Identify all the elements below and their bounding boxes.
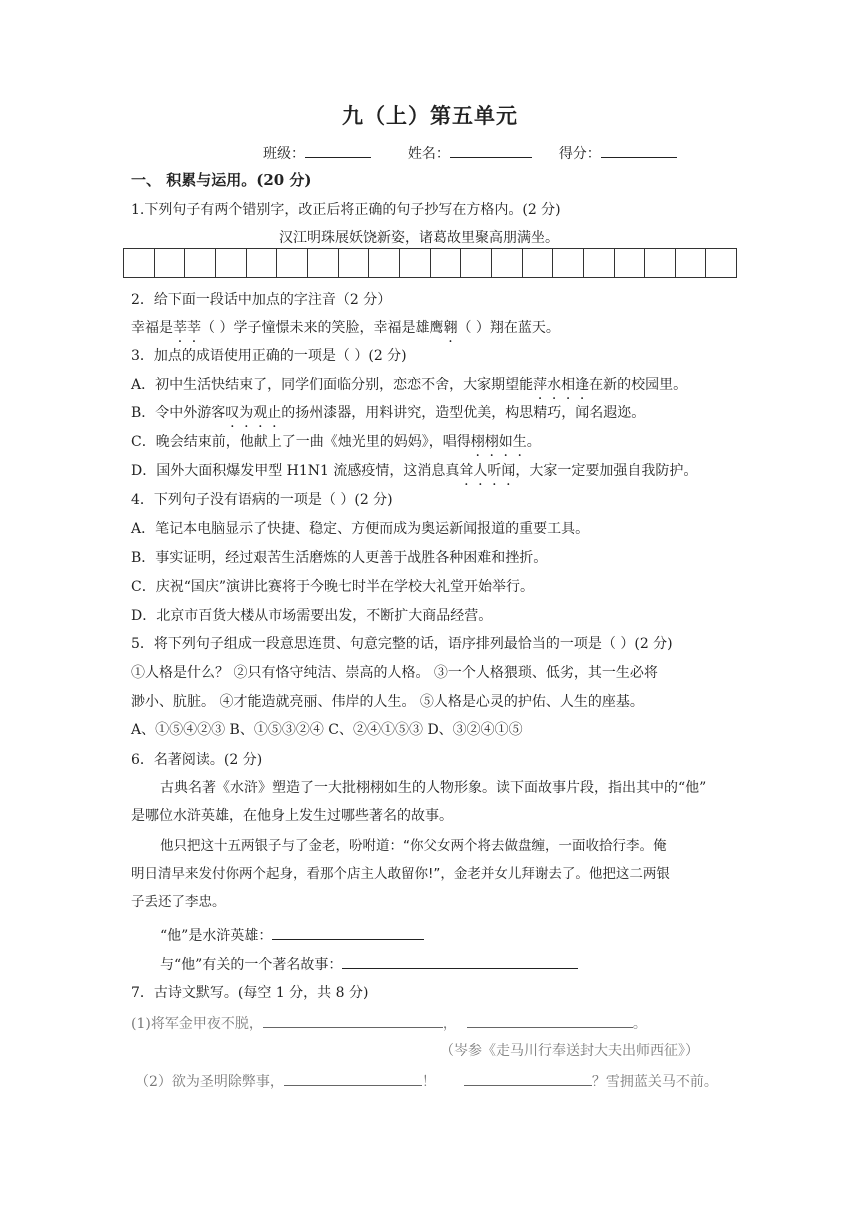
- emphasis-char: 为: [239, 405, 254, 421]
- q2-text: [131, 318, 560, 338]
- emphasis-char: 栩: [484, 434, 499, 450]
- q3-option-b[interactable]: [131, 403, 645, 423]
- q6-excerpt-line1: 他只把这十五两银子与了金老，吩咐道：“你父女两个将去做盘缠，一面收拾行李。俺: [160, 838, 667, 854]
- emphasis-char: 生: [512, 434, 527, 450]
- poem-text: （2）欲为圣明除弊事，: [135, 1074, 284, 1090]
- grid-cell[interactable]: [645, 249, 676, 277]
- q6-intro-line2: 是哪位水浒英雄，在他身上发生过哪些著名的故事。: [131, 808, 453, 824]
- q7-stem: 7．古诗文默写。(每空 1 分，共 8 分): [131, 985, 369, 1001]
- q6-blank1-label: “他”是水浒英雄：: [160, 928, 273, 944]
- q5-stem: 5．将下列句子组成一段意思连贯、句意完整的话，语序排列最恰当的一项是（ ）(2 分): [131, 636, 673, 652]
- emphasis-char: 萍: [533, 377, 548, 393]
- text-segment: B．令中外游客: [131, 405, 226, 421]
- emphasis-char: 止: [267, 405, 282, 421]
- grid-cell[interactable]: [676, 249, 707, 277]
- q5-options[interactable]: A、①⑤④②③ B、①⑤③②④ C、②④①⑤③ D、③②④①⑤: [131, 722, 523, 738]
- section-heading: 一、 积累与运用。(20 分): [131, 171, 312, 189]
- q3-option-c[interactable]: [131, 432, 541, 452]
- grid-cell[interactable]: [584, 249, 615, 277]
- name-label: 姓名：: [407, 146, 450, 162]
- name-blank[interactable]: [450, 142, 532, 158]
- q6-stem: 6．名著阅读。(2 分): [131, 752, 263, 768]
- q1-stem: 1.下列句子有两个错别字，改正后将正确的句子抄写在方格内。(2 分): [131, 202, 561, 218]
- grid-cell[interactable]: [706, 249, 736, 277]
- score-label: 得分：: [558, 146, 601, 162]
- q6-blank2-row: [160, 953, 578, 975]
- grid-cell[interactable]: [277, 249, 308, 277]
- q7-blank-1[interactable]: [263, 1012, 443, 1028]
- grid-cell[interactable]: [615, 249, 646, 277]
- emphasis-char: 人: [473, 463, 488, 479]
- text-segment: 。: [526, 434, 541, 450]
- q7-line1: [131, 1012, 647, 1034]
- grid-cell[interactable]: [155, 249, 186, 277]
- grid-cell[interactable]: [492, 249, 523, 277]
- grid-cell[interactable]: [431, 249, 462, 277]
- grid-cell[interactable]: [523, 249, 554, 277]
- emphasis-char: 叹: [225, 405, 240, 421]
- emphasis-char: 听: [487, 463, 502, 479]
- emphasis-char: 观: [253, 405, 268, 421]
- class-label: 班级：: [263, 146, 305, 162]
- text-segment: 的扬州漆器，用料讲究，造型优美，构思精巧，闻名遐迩。: [281, 405, 646, 421]
- q5-sentences-line2: 渺小、肮脏。 ④才能造就亮丽、伟岸的人生。 ⑤人格是心灵的护佑、人生的座基。: [131, 694, 644, 710]
- q6-excerpt-line2: 明日清早来发付你两个起身，看那个店主人敢留你!”，金老并女儿拜谢去了。他把这二两银: [131, 866, 670, 882]
- q7-blank-2[interactable]: [467, 1012, 633, 1028]
- text-segment: A．初中生活快结束了，同学们面临分别，恋恋不舍，大家期望能: [131, 377, 534, 393]
- poem-text: ，: [442, 1016, 457, 1032]
- dotted-chars: [443, 320, 457, 336]
- emphasis-char: 栩: [470, 434, 485, 450]
- q7-line1-source: （岑参《走马川行奉送封大夫出师西征》）: [440, 1043, 699, 1059]
- grid-cell[interactable]: [400, 249, 431, 277]
- q6-intro-line1: 古典名著《水浒》塑造了一大批栩栩如生的人物形象。读下面故事片段，指出其中的“他”: [160, 780, 707, 796]
- class-blank[interactable]: [305, 142, 371, 158]
- dotted-chars: [459, 463, 515, 479]
- q7-blank-3[interactable]: [284, 1070, 422, 1086]
- emphasis-char: 水: [547, 377, 562, 393]
- poem-text: 。: [632, 1016, 647, 1032]
- q4-option-b[interactable]: B．事实证明，经过艰苦生活磨炼的人更善于战胜各种困难和挫折。: [131, 550, 548, 566]
- q4-stem: 4．下列句子没有语病的一项是（ ）(2 分): [131, 492, 393, 508]
- q4-option-a[interactable]: A．笔记本电脑显示了快捷、稳定、方便而成为奥运新闻报道的重要工具。: [131, 521, 590, 537]
- grid-cell[interactable]: [216, 249, 247, 277]
- emphasis-char: 如: [498, 434, 513, 450]
- poem-text: (1)将军金甲夜不脱，: [131, 1016, 263, 1032]
- grid-cell[interactable]: [553, 249, 584, 277]
- dotted-chars: [173, 320, 201, 336]
- grid-cell[interactable]: [308, 249, 339, 277]
- text-segment: C．晚会结束前，他献上了一曲《烛光里的妈妈》，唱得: [131, 434, 471, 450]
- grid-cell[interactable]: [185, 249, 216, 277]
- header-info-row: [263, 142, 677, 164]
- text-segment: （ ）翔在蓝天。: [457, 320, 560, 336]
- grid-cell[interactable]: [124, 249, 155, 277]
- dotted-chars: [471, 434, 527, 450]
- q6-excerpt-line3: 子丢还了李忠。: [131, 894, 226, 910]
- text-segment: 在新的校园里。: [589, 377, 688, 393]
- q7-blank-4[interactable]: [464, 1070, 592, 1086]
- q1-answer-grid[interactable]: [123, 248, 737, 278]
- q6-story-answer-blank[interactable]: [342, 953, 578, 969]
- page-title: 九（上）第五单元: [342, 103, 518, 128]
- q3-stem: 3．加点的成语使用正确的一项是（ ）(2 分): [131, 348, 407, 364]
- q4-option-d[interactable]: D．北京市百货大楼从市场需要出发，不断扩大商品经营。: [131, 608, 493, 624]
- emphasis-char: 闻: [501, 463, 516, 479]
- q1-sentence: 汉江明珠展妖饶新姿，诸葛故里聚高朋满坐。: [279, 230, 559, 246]
- text-segment: 幸福是: [131, 320, 173, 336]
- grid-cell[interactable]: [461, 249, 492, 277]
- q5-sentences-line1: ①人格是什么？ ②只有恪守纯洁、崇高的人格。 ③一个人格猥琐、低劣，其一生必将: [131, 665, 658, 681]
- dotted-chars: [533, 377, 589, 393]
- emphasis-char: 耸: [459, 463, 474, 479]
- q6-hero-answer-blank[interactable]: [272, 924, 424, 940]
- poem-text: ？雪拥蓝关马不前。: [591, 1074, 718, 1090]
- q3-option-d[interactable]: [131, 461, 697, 481]
- text-segment: ，大家一定要加强自我防护。: [515, 463, 698, 479]
- dotted-chars: [225, 405, 281, 421]
- q4-option-c[interactable]: C．庆祝“国庆”演讲比赛将于今晚七时半在学校大礼堂开始举行。: [131, 579, 535, 595]
- emphasis-char: 莘: [173, 320, 187, 336]
- text-segment: D．国外大面积爆发甲型 H1N1 流感疫情，这消息真: [131, 463, 460, 479]
- q3-option-a[interactable]: [131, 375, 687, 395]
- emphasis-char: 逢: [575, 377, 590, 393]
- grid-cell[interactable]: [339, 249, 370, 277]
- q7-line2: [135, 1070, 718, 1092]
- poem-text: ！: [421, 1074, 436, 1090]
- grid-cell[interactable]: [247, 249, 278, 277]
- emphasis-char: 翱: [443, 320, 458, 336]
- score-blank[interactable]: [601, 142, 677, 158]
- q6-blank1-row: [160, 924, 424, 946]
- text-segment: （ ）学子憧憬未来的笑脸，幸福是雄鹰: [201, 320, 444, 336]
- emphasis-char: 莘: [187, 320, 201, 336]
- q2-stem: 2．给下面一段话中加点的字注音（2 分）: [131, 292, 392, 308]
- grid-cell[interactable]: [369, 249, 400, 277]
- q6-blank2-label: 与“他”有关的一个著名故事：: [160, 957, 343, 973]
- emphasis-char: 相: [561, 377, 576, 393]
